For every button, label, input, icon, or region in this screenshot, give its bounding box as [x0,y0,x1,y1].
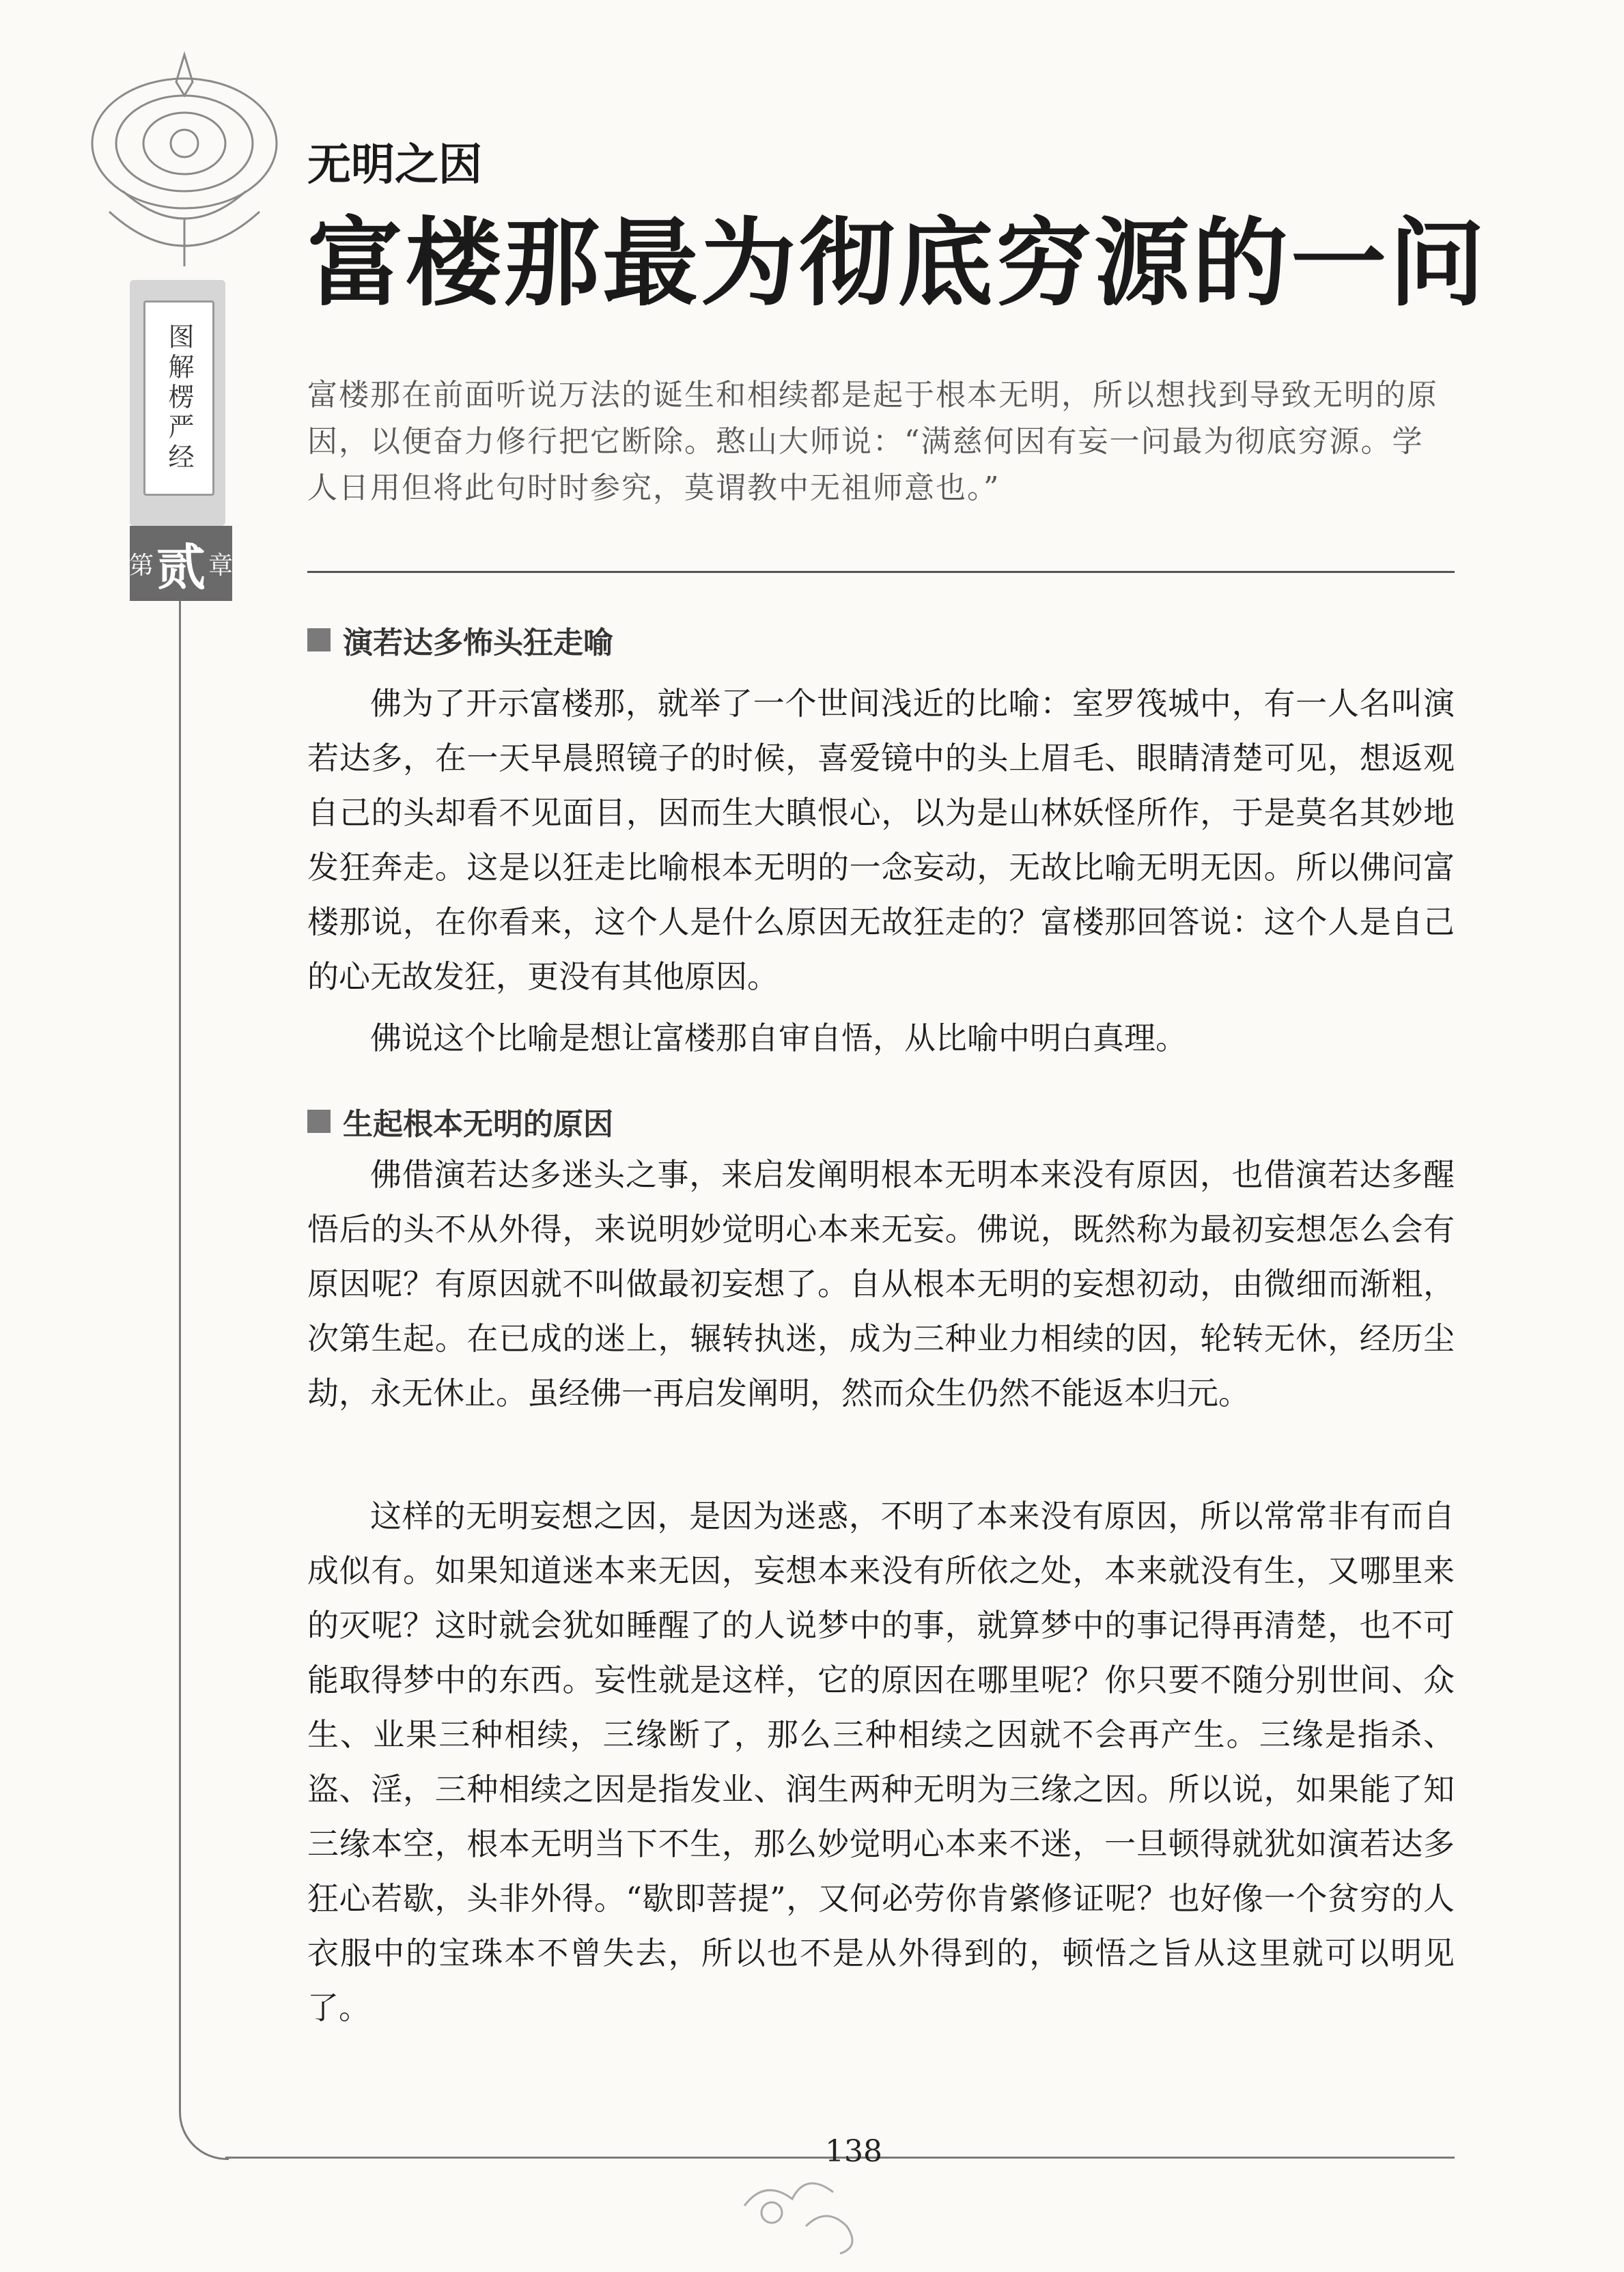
section-heading [307,618,613,662]
side-tab [130,280,225,526]
section-subtitle: 无明之因 [307,140,482,191]
intro-paragraph: 富楼那在前面听说万法的诞生和相续都是起于根本无明，所以想找到导致无明的原因，以便奋力修行把它断除。憨山大师说：“满慈何因有妄一问最为彻底穷源。学人日用但将此句时时参究，莫谓教中无祖师意也。” [307,378,1438,505]
body-paragraph: 佛借演若达多迷头之事，来启发阐明根本无明本来没有原因，也借演若达多醒悟后的头不从外得，来说明妙觉明心本来无妄。佛说，既然称为最初妄想怎么会有原因呢？有原因就不叫做最初妄想了。自从根本无明的妄想初动，由微细而渐粗，次第生起。在已成的迷上，辗转执迷，成为三种业力相续的因，轮转无休，经历尘劫，永无休止。虽经佛一再启发阐明，然而众生仍然不能返本归元。 [307,1156,1455,1412]
body-paragraph: 这样的无明妄想之因，是因为迷惑，不明了本来没有原因，所以常常非有而自成似有。如果知道迷本来无因，妄想本来没有所依之处，本来就没有生，又哪里来的灭呢？这时就会犹如睡醒了的人说梦中的事，就算梦中的事记得再清楚，也不可能取得梦中的东西。妄性就是这样，它的原因在哪里呢？你只要不随分别世间、众生、业果三种相续，三缘断了，那么三种相续之因就不会再产生。三缘是指杀、盗、淫，三种相续之因是指发业、润生两种无明为三缘之因。所以说，如果能了知三缘本空，根本无明当下不生，那么妙觉明心本来不迷，一旦顿得就犹如演若达多狂心若歇，头非外得。“歇即菩提”，又何必劳你肯綮修证呢？也好像一个贫穷的人衣服中的宝珠本不曾失去，所以也不是从外得到的，顿悟之旨从这里就可以明见了。 [307,1498,1455,2026]
chapter-number: 贰 [156,539,206,596]
page-number: 138 [825,2134,882,2169]
square-bullet-icon [307,1110,331,1133]
section-heading [307,1099,613,1143]
body-paragraph: 佛说这个比喻是想让富楼那自审自悟，从比喻中明白真理。 [370,1020,1187,1056]
chapter-suffix: 章 [208,551,234,580]
section-heading-text: 生起根本无明的原因 [343,1107,613,1142]
page-title: 富楼那最为彻底穷源的一问 [307,208,1488,320]
chapter-badge [130,526,232,601]
side-tab-box [143,300,214,496]
body-paragraph: 佛为了开示富楼那，就举了一个世间浅近的比喻：室罗筏城中，有一人名叫演若达多，在一天早晨照镜子的时候，喜爱镜中的头上眉毛、眼睛清楚可见，想返观自己的头却看不见面目，因而生大瞋恨心，以为是山林妖怪所作，于是莫名其妙地发狂奔走。这是以狂走比喻根本无明的一念妄动，无故比喻无明无因。所以佛问富楼那说，在你看来，这个人是什么原因无故狂走的？富楼那回答说：这个人是自己的心无故发狂，更没有其他原因。 [307,685,1455,995]
side-tab-label: 图解楞严经 [164,323,194,473]
margin-line [179,601,229,2160]
section-heading-text: 演若达多怖头狂走喻 [343,626,613,660]
divider [307,571,1455,573]
square-bullet-icon [307,628,331,651]
chapter-prefix: 第 [128,551,154,580]
